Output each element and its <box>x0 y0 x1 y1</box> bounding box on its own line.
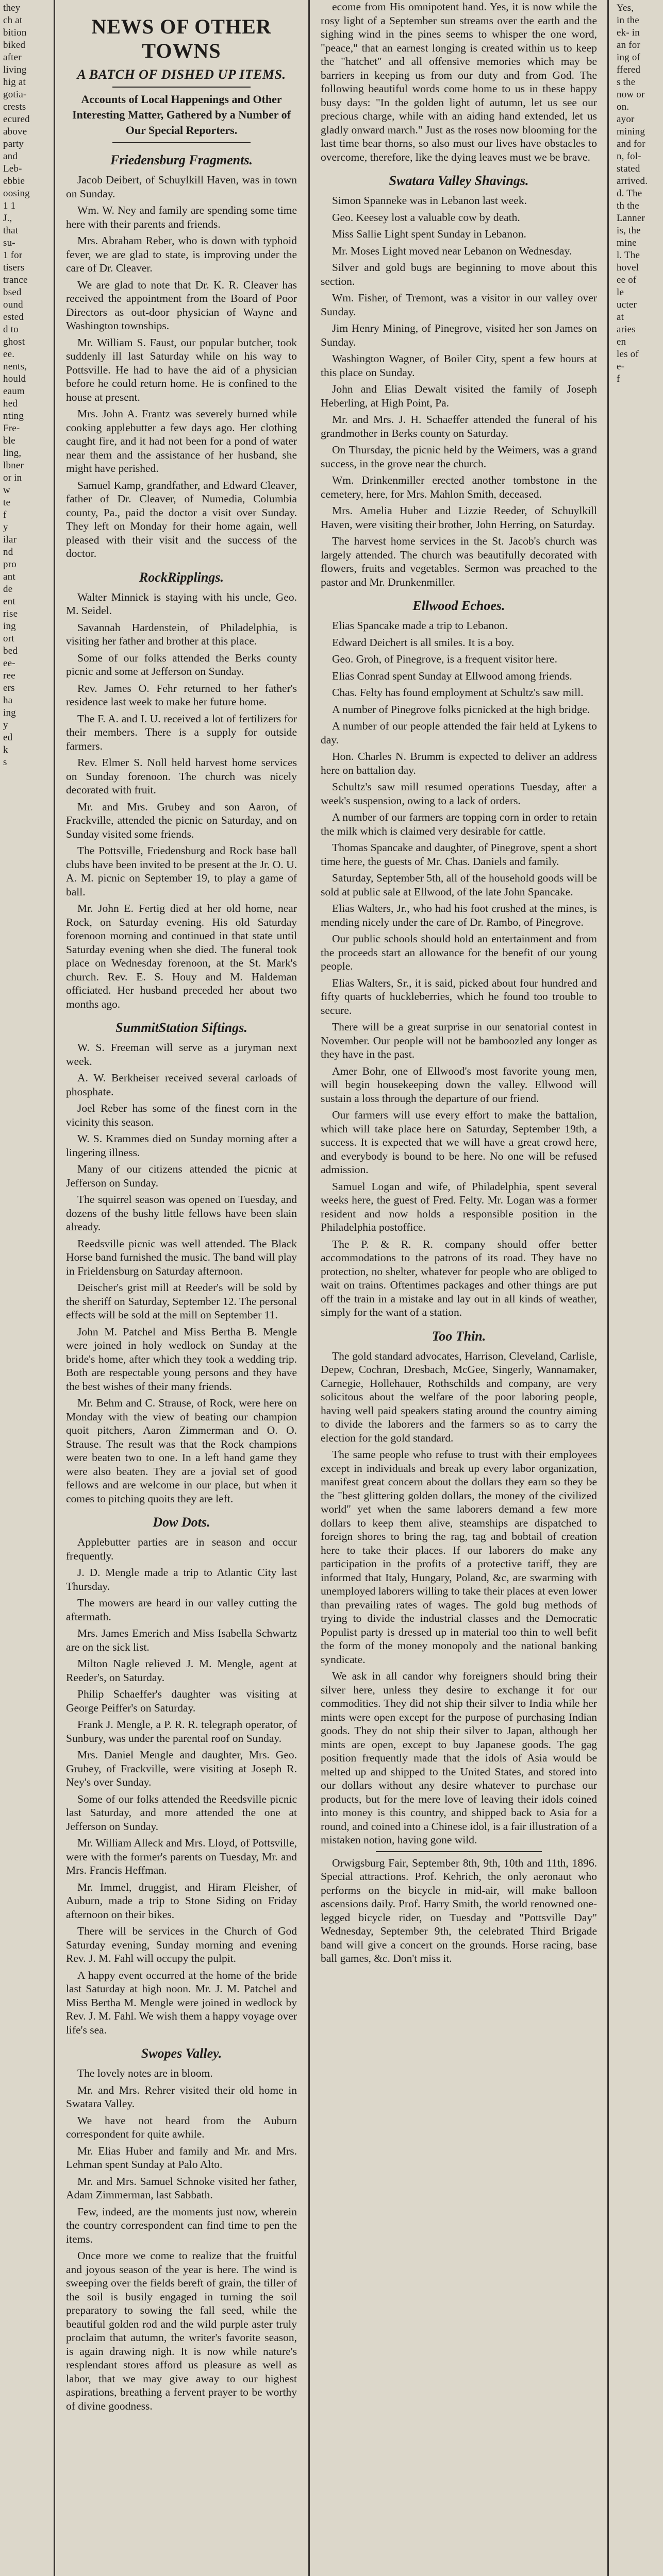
edge-text-fragment: 1 for <box>3 250 23 261</box>
edge-text-fragment: hed <box>3 398 18 409</box>
column-b-sections <box>321 173 597 1965</box>
news-item: Geo. Keesey lost a valuable cow by death. <box>332 211 520 224</box>
news-item: The lovely notes are in bloom. <box>77 2067 213 2079</box>
news-item: A number of Pinegrove folks picnicked at the high bridge. <box>332 703 590 716</box>
news-item: A. W. Berkheiser received several carloads of phosphate. <box>66 1072 297 1098</box>
divider <box>112 87 251 88</box>
news-item: We ask in all candor why foreigners should bring their silver here, unless they desire to exchange it for our commodities. They did not ship their silver to India while her mints were open except for the purpose of purchasing Indian goods. They do not ship their silver to Japan, although her mints are open, except to buy Japanese goods. The gag position frequently made that the idols of Asia would be melted up and shipped to the United States, and stored into our dollars without any desire whatever to purchase our products, but for the mere love of leaving their idols coined into money is this country, and shipped back to Asia for a round, and coined into a Chinese idol, is a fair illustration of a mistaken notion, having gone wild. <box>321 1670 597 1846</box>
news-item: A number of our people attended the fair held at Lykens to day. <box>321 720 597 746</box>
edge-text-fragment: de <box>3 584 13 595</box>
edge-text-fragment: k <box>3 744 8 755</box>
news-item: John M. Patchel and Miss Bertha B. Mengle were joined in holy wedlock on Sunday at the bride's home, after which they took a wedding trip. Both are respectable young persons and they have the best wishes of their many friends. <box>66 1325 297 1393</box>
edge-text-fragment: nting <box>3 411 24 421</box>
edge-text-fragment: hovel <box>617 262 639 273</box>
edge-text-fragment: ayor <box>617 114 635 125</box>
news-item: Samuel Logan and wife, of Philadelphia, spent several weeks here, the guest of Fred. Felty. Mr. Logan was a former resident and now holds a responsible position in the Philadelphia postoffice. <box>321 1180 597 1233</box>
news-item: Rev. James O. Fehr returned to her father's residence last week to make her future home. <box>66 682 297 708</box>
news-item: Some of our folks attended the Reedsville picnic last Saturday, and more attended the one at Jefferson on Sunday. <box>66 1792 297 1833</box>
article-deck: Accounts of Local Happenings and Other Interesting Matter, Gathered by a Number of Our Special Reporters. <box>72 93 291 137</box>
news-item: There will be a great surprise in our senatorial contest in November. Our people will not be bamboozled any longer as they have in the past. <box>321 1021 597 1060</box>
edge-text-fragment: ee of <box>617 275 637 285</box>
edge-text-fragment: ing <box>3 707 16 718</box>
edge-text-fragment: ing <box>3 621 16 632</box>
news-item: Deischer's grist mill at Reeder's will be sold by the sheriff on Saturday, September 12. The personal effects will be sold at the mill on September 11. <box>66 1281 297 1321</box>
edge-text-fragment: aries <box>617 324 636 335</box>
news-item: Mrs. Abraham Reber, who is down with typhoid fever, we are glad to state, is improving under the care of Dr. Cleaver. <box>66 234 297 274</box>
news-item: Simon Spanneke was in Lebanon last week. <box>332 194 527 207</box>
continued-paragraph: ecome from His omnipotent hand. Yes, it is now while the rosy light of a September sun streams over the earth and the sighing wind in the pines seems to whisper the one word, "peace," that an earnest longing is created within us to keep the "hatchet" and all offensive memories which may be barriers in keeping us from our duty and from God. The following beautiful words come home to us in these happy busy days: "In the golden light of autumn, let us see our precious charge, while with an aiding hand extended, let us gladly onward march." Just as the roses now blooming for the last time bear thorns, so also must our lives have obstacles to overcome, therefore, like the dying leaves must we be brave. <box>321 1 597 163</box>
news-item: The same people who refuse to trust with their employees except in individuals and break up every labor organization, manifest great concern about the dollars they earn so they be the "best glittering golden dollars, the money of the civilized world" yet when the same laborers demand a few more dollars to keep them alive, steamships are dispatched to foreign shores to bring the rag, tag and bobtail of creation here to take their places. If our laborers do make any participation in the profits of a protective tariff, they are informed that Italy, Hungary, Poland, &c, are swarming with unemployed laborers willing to take their places at even lower than prevailing rates of wages. The gold bug methods of trying to divide the industrial classes and the Democratic Populist party is dressed up in material too thin to well befit the form of the money monopoly and the national banking syndicate. <box>321 1448 597 1666</box>
edge-text-fragment: y <box>3 522 8 533</box>
edge-text-fragment: ffered <box>617 64 641 75</box>
edge-text-fragment: ee- <box>3 658 15 669</box>
edge-text-fragment: ested <box>3 312 24 323</box>
edge-text-fragment: at <box>617 312 624 323</box>
edge-text-fragment: ble <box>3 435 15 446</box>
news-item: Savannah Hardenstein, of Philadelphia, is visiting her father and brother at this place. <box>66 621 297 647</box>
right-edge-column <box>614 0 663 2576</box>
edge-text-fragment: d. The <box>617 188 642 199</box>
edge-text-fragment: J., <box>3 213 12 224</box>
news-item: Frank J. Mengle, a P. R. R. telegraph operator, of Sunbury, was under the parental roof on Sunday. <box>66 1718 297 1744</box>
news-item: Elias Spancake made a trip to Lebanon. <box>332 619 508 632</box>
article-subtitle: A BATCH OF DISHED UP ITEMS. <box>77 67 286 82</box>
news-item: Jim Henry Mining, of Pinegrove, visited her son James on Sunday. <box>321 322 597 348</box>
news-item: Many of our citizens attended the picnic at Jefferson on Sunday. <box>66 1163 297 1189</box>
news-item: Mrs. James Emerich and Miss Isabella Schwartz are on the sick list. <box>66 1627 297 1653</box>
edge-text-fragment: ed <box>3 732 13 743</box>
edge-text-fragment: party <box>3 139 24 149</box>
news-item: Washington Wagner, of Boiler City, spent a few hours at this place on Sunday. <box>321 352 597 379</box>
edge-text-fragment: bed <box>3 646 18 656</box>
news-item: There will be services in the Church of God Saturday evening, Sunday morning and evening Rev. J. M. Fahl will occupy the pulpit. <box>66 1925 297 1964</box>
news-item: W. S. Krammes died on Sunday morning after a lingering illness. <box>66 1132 297 1159</box>
edge-text-fragment: s the <box>617 77 636 88</box>
edge-text-fragment: bsed <box>3 287 22 298</box>
edge-text-fragment: 1 1 <box>3 200 16 211</box>
news-item: The harvest home services in the St. Jacob's church was largely attended. The church was beautifully decorated with flowers, fruits and vegetables. Sermon was preached to the pastor and Mr. Drunkenmiller. <box>321 535 597 588</box>
news-item: Mr. Moses Light moved near Lebanon on Wednesday. <box>332 244 572 257</box>
news-item: The squirrel season was opened on Tuesday, and dozens of the bushy little fellows have been slain already. <box>66 1193 297 1233</box>
news-of-other-towns-column <box>61 0 302 2576</box>
news-item: Silver and gold bugs are beginning to move about this section. <box>321 261 597 287</box>
column-a-sections <box>66 152 297 2413</box>
section-heading: Dow Dots. <box>153 1515 210 1530</box>
section-heading: Friedensburg Fragments. <box>110 152 253 167</box>
edge-text-fragment: ee. <box>3 349 15 360</box>
edge-text-fragment: ecured <box>3 114 30 125</box>
news-item: A happy event occurred at the home of the bride last Saturday at high noon. Mr. J. M. Patchel and Miss Bertha M. Mengle were joined in wedlock by Rev. J. M. Fahl. We wish them a happy voyage over life's sea. <box>66 1969 297 2036</box>
edge-text-fragment: crests <box>3 101 26 112</box>
edge-text-fragment: stated <box>617 163 640 174</box>
edge-text-fragment: hould <box>3 374 26 384</box>
news-item: Our farmers will use every effort to make the battalion, which will take place here on Saturday, September 19th, a success. It is expected that we will have a great crowd here, and everybody is bound to be here. No one will be refused admission. <box>321 1109 597 1176</box>
edge-text-fragment: su- <box>3 238 15 248</box>
news-item: Milton Nagle relieved J. M. Mengle, agent at Reeder's, on Saturday. <box>66 1657 297 1684</box>
news-item: Jacob Deibert, of Schuylkill Haven, was in town on Sunday. <box>66 174 297 200</box>
section-heading: Swatara Valley Shavings. <box>389 173 529 188</box>
edge-text-fragment: bition <box>3 27 27 38</box>
news-item: Mr. and Mrs. Rehrer visited their old home in Swatara Valley. <box>66 2083 297 2110</box>
edge-text-fragment: te <box>3 497 11 508</box>
news-item: A number of our farmers are topping corn in order to retain the milk which is claimed very desirable for cattle. <box>321 811 597 837</box>
news-item: Philip Schaeffer's daughter was visiting at George Peiffer's on Saturday. <box>66 1688 297 1714</box>
edge-text-fragment: oosing <box>3 188 30 199</box>
news-item: Wm. W. Ney and family are spending some time here with their parents and friends. <box>66 204 297 230</box>
news-item: Mr. John E. Fertig died at her old home, near Rock, on Saturday evening. His old Saturday forenoon morning and continued in that state until Saturday evening when she died. The funeral took place on Wednesday forenoon, at the St. Mark's church. Rev. E. S. Houy and M. Haldeman officiated. Her husband preceded her about two months ago. <box>66 902 297 1010</box>
column-rule <box>308 0 310 2576</box>
edge-text-fragment: ing of <box>617 52 641 63</box>
edge-text-fragment: and <box>3 151 18 162</box>
edge-text-fragment: nd <box>3 547 13 557</box>
news-item: Wm. Drinkenmiller erected another tombstone in the cemetery, here, for Mrs. Mahlon Smith, deceased. <box>321 474 597 500</box>
edge-text-fragment: above <box>3 126 27 137</box>
news-item: J. D. Mengle made a trip to Atlantic City last Thursday. <box>66 1566 297 1592</box>
news-item: The P. & R. R. company should offer better accommodations to the patrons of its road. They have no protection, no shelter, whatever for people who are obliged to wait on trains. Oftentimes packages and other things are put off the train in a mistake and lay out in all kinds of weather, simply for the want of a station. <box>321 1238 597 1318</box>
news-item: The mowers are heard in our valley cutting the aftermath. <box>66 1597 297 1623</box>
news-item: W. S. Freeman will serve as a juryman next week. <box>66 1041 297 1067</box>
edge-text-fragment: an for <box>617 40 641 50</box>
edge-text-fragment: rise <box>3 608 18 619</box>
news-item: Mr. Immel, druggist, and Hiram Fleisher, of Auburn, made a trip to Stone Siding on Friday afternoon on their bikes. <box>66 1880 297 1921</box>
edge-text-fragment: ilar <box>3 534 17 545</box>
edge-text-fragment: n, fol- <box>617 151 641 162</box>
edge-text-fragment: trance <box>3 275 28 285</box>
news-item: Wm. Fisher, of Tremont, was a visitor in our valley over Sunday. <box>321 292 597 318</box>
news-item: Mr. Behm and C. Strause, of Rock, were here on Monday with the view of beating our champion quoit pitchers, Aaron Zimmerman and O. O. Strause. The result was that the Rock champions were beaten two to one. In a left hand game they were also beaten. They are a jovial set of good fellows and are welcome in our place, but when it comes to pitching quoits they are left. <box>66 1397 297 1505</box>
article-title: NEWS OF OTHER TOWNS <box>91 15 272 62</box>
edge-text-fragment: after <box>3 52 22 63</box>
edge-text-fragment: hig at <box>3 77 26 88</box>
news-item: Mr. William S. Faust, our popular butcher, took suddenly ill last Saturday while on his way to Pottsville. He had to have the aid of a physician before he could return home. He is confined to the house at present. <box>66 336 297 403</box>
edge-text-fragment: ling, <box>3 448 22 459</box>
edge-text-fragment: s <box>3 757 7 768</box>
edge-text-fragment: now or <box>617 89 645 100</box>
left-edge-column <box>0 0 52 2576</box>
edge-text-fragment: en <box>617 336 626 347</box>
edge-text-fragment: mining <box>617 126 645 137</box>
edge-text-fragment: eaum <box>3 386 25 397</box>
edge-text-fragment: they <box>3 3 21 13</box>
news-item: Applebutter parties are in season and occur frequently. <box>66 1536 297 1562</box>
edge-text-fragment: Leb- <box>3 163 22 174</box>
edge-text-fragment: ound <box>3 299 23 310</box>
edge-text-fragment: pro <box>3 559 16 570</box>
edge-text-fragment: and for <box>617 139 645 149</box>
edge-text-fragment: ant <box>3 571 15 582</box>
edge-text-fragment: ent <box>3 596 15 607</box>
news-item: Mr. Elias Huber and family and Mr. and Mrs. Lehman spent Sunday at Palo Alto. <box>66 2144 297 2171</box>
section-heading: Swopes Valley. <box>141 2046 222 2061</box>
edge-text-fragment: d to <box>3 324 19 335</box>
news-item: On Thursday, the picnic held by the Weimers, was a grand success, in the grove near the church. <box>321 444 597 470</box>
edge-text-fragment: ort <box>3 633 14 644</box>
news-item: Mrs. John A. Frantz was severely burned while cooking applebutter a few days ago. Her clothing caught fire, and it had not been for a pond of water near them and the assistance of her husband, she might have perished. <box>66 408 297 474</box>
news-item: Mrs. Amelia Huber and Lizzie Reeder, of Schuylkill Haven, were visiting their brother, John Herring, on Saturday. <box>321 504 597 531</box>
edge-text-fragment: y <box>3 720 8 731</box>
edge-text-fragment: ek- in <box>617 27 640 38</box>
edge-text-fragment: Lanner <box>617 213 645 224</box>
edge-text-fragment: nents, <box>3 361 27 372</box>
news-item: Elias Walters, Jr., who had his foot crushed at the mines, is mending nicely under the care of Dr. Rambo, of Pinegrove. <box>321 902 597 928</box>
edge-text-fragment: or in <box>3 472 22 483</box>
news-item: Some of our folks attended the Berks county picnic and some at Jefferson on Sunday. <box>66 651 297 677</box>
edge-text-fragment: w <box>3 485 10 496</box>
news-item: Schultz's saw mill resumed operations Tuesday, after a week's suspension, owing to a lack of orders. <box>321 781 597 807</box>
edge-text-fragment: lbner <box>3 460 24 471</box>
edge-text-fragment: gotia- <box>3 89 27 100</box>
news-item: Saturday, September 5th, all of the household goods will be sold at public sale at Ellwood, of the late John Spancake. <box>321 872 597 898</box>
news-item: The Pottsville, Friedensburg and Rock base ball clubs have been invited to be present at the Jr. O. U. A. M. picnic on September 19, to play a game of ball. <box>66 844 297 898</box>
edge-text-fragment: ha <box>3 695 13 706</box>
edge-text-fragment: ebbie <box>3 176 25 187</box>
edge-text-fragment: is, the <box>617 225 641 236</box>
news-item: Once more we come to realize that the fruitful and joyous season of the year is here. The wind is sweeping over the fields bereft of grain, the tiller of the soil is busily engaged in turning the soil preparatory to sowing the fall seed, while the beautiful golden rod and the wild purple aster truly proclaim that autumn, the writer's favorite season, is again drawing nigh. It is now while nature's resplendant stores afford us pleasure as well as labor, that we may give away to our highest aspirations, breathing a fervent prayer to be worthy of divine goodness. <box>66 2249 297 2412</box>
edge-text-fragment: th the <box>617 200 639 211</box>
news-item: Joel Reber has some of the finest corn in the vicinity this season. <box>66 1102 297 1128</box>
edge-text-fragment: les of <box>617 349 639 360</box>
edge-text-fragment: l. The <box>617 250 640 261</box>
news-item: Mrs. Daniel Mengle and daughter, Mrs. Geo. Grubey, of Frackville, were visiting at Joseph R. Ney's over Sunday. <box>66 1749 297 1788</box>
news-item: Elias Conrad spent Sunday at Ellwood among friends. <box>332 669 572 682</box>
news-item: The gold standard advocates, Harrison, Cleveland, Carlisle, Depew, Cochran, Dresbach, McGee, Singerly, Wannamaker, Carnegie, Hollehauer, Rothschilds and company, are very solicitous about the welfare of the poor laboring people, having well paid speakers stating around the country aiming to divide the laborers and the farmers so as to carry the election for the gold standard. <box>321 1349 597 1444</box>
edge-text-fragment: ers <box>3 683 15 693</box>
news-item: Mr. and Mrs. Grubey and son Aaron, of Frackville, attended the picnic on Saturday, and on Sunday visited some friends. <box>66 800 297 840</box>
divider <box>376 1851 542 1852</box>
news-item: Reedsville picnic was well attended. The Black Horse band furnished the music. The band will play in Frieldensburg on Saturday afternoon. <box>66 1237 297 1277</box>
edge-text-fragment: ch at <box>3 15 23 26</box>
news-item: Mr. William Alleck and Mrs. Lloyd, of Pottsville, were with the former's parents on Tuesday, Mr. and Mrs. Francis Heffman. <box>66 1837 297 1876</box>
edge-text-fragment: f <box>3 510 7 520</box>
news-item: Mr. and Mrs. Samuel Schnoke visited her father, Adam Zimmerman, last Sabbath. <box>66 2175 297 2201</box>
section-heading: RockRipplings. <box>139 569 224 585</box>
edge-text-fragment: tisers <box>3 262 25 273</box>
edge-text-fragment: e- <box>617 361 625 372</box>
edge-text-fragment: in the <box>617 15 639 26</box>
news-item: The F. A. and I. U. received a lot of fertilizers for their members. There is a supply for outside farmers. <box>66 712 297 752</box>
news-item: Miss Sallie Light spent Sunday in Lebanon. <box>332 228 526 240</box>
continued-news-column <box>316 0 602 2576</box>
news-item: Samuel Kamp, grandfather, and Edward Cleaver, father of Dr. Cleaver, of Numedia, Columbia county, Pa., paid the doctor a visit over Sunday. They left on Monday for their home again, well pleased with their visit and the success of the doctor. <box>66 479 297 560</box>
news-item: Amer Bohr, one of Ellwood's most favorite young men, will begin housekeeping down the valley. Ellwood will sustain a loss through the departure of our friend. <box>321 1064 597 1105</box>
column-rule <box>607 0 609 2576</box>
section-heading: SummitStation Siftings. <box>115 1020 247 1035</box>
edge-text-fragment: Fre- <box>3 423 20 434</box>
news-item: Orwigsburg Fair, September 8th, 9th, 10th and 11th, 1896. Special attractions. Prof. Kehrich, the only aeronaut who performs on the bicycle in mid-air, will make balloon ascensions daily. Prof. Harry Smith, the world renowned one-legged bicycle rider, on Tuesday and "Pottsville Day" Wednesday, September 9th, the celebrated Third Brigade band will give a concert on the grounds. Horse racing, base ball games, &c. Don't miss it. <box>321 1856 597 1964</box>
news-item: Few, indeed, are the moments just now, wherein the country correspondent can find time to pen the items. <box>66 2205 297 2245</box>
edge-text-fragment: biked <box>3 40 26 50</box>
news-item: Our public schools should hold an entertainment and from the proceeds start an allowance for the benefit of our young people. <box>321 933 597 972</box>
news-item: Edward Deichert is all smiles. It is a boy. <box>332 636 515 649</box>
news-item: We are glad to note that Dr. K. R. Cleaver has received the appointment from the Board of Poor Directors as out-door physician of Wayne and Washington townships. <box>66 278 297 332</box>
news-item: We have not heard from the Auburn correspondent for quite awhile. <box>66 2114 297 2140</box>
edge-text-fragment: living <box>3 64 27 75</box>
edge-text-fragment: f <box>617 374 620 384</box>
section-heading: Ellwood Echoes. <box>412 598 505 613</box>
section-heading: Too Thin. <box>432 1328 486 1344</box>
news-item: Rev. Elmer S. Noll held harvest home services on Sunday forenoon. The church was nicely decorated with fruit. <box>66 756 297 796</box>
news-item: Geo. Groh, of Pinegrove, is a frequent visitor here. <box>332 653 558 665</box>
edge-text-fragment: on. <box>617 101 629 112</box>
edge-text-fragment: mine <box>617 238 637 248</box>
news-item: Walter Minnick is staying with his uncle, Geo. M. Seidel. <box>66 590 297 617</box>
news-item: Chas. Felty has found employment at Schultz's saw mill. <box>332 686 584 699</box>
divider <box>112 142 251 143</box>
edge-text-fragment: le <box>617 287 624 298</box>
edge-text-fragment: ucter <box>617 299 637 310</box>
news-item: Elias Walters, Sr., it is said, picked about four hundred and fifty quarts of huckleberries, which he found too trouble to secure. <box>321 976 597 1016</box>
edge-text-fragment: Yes, <box>617 3 634 13</box>
news-item: Hon. Charles N. Brumm is expected to deliver an address here on battalion day. <box>321 750 597 776</box>
column-rule <box>54 0 55 2576</box>
edge-text-fragment: arrived. <box>617 176 648 187</box>
edge-text-fragment: ghost <box>3 336 25 347</box>
edge-text-fragment: that <box>3 225 19 236</box>
news-item: John and Elias Dewalt visited the family of Joseph Heberling, at High Point, Pa. <box>321 383 597 409</box>
news-item: Mr. and Mrs. J. H. Schaeffer attended the funeral of his grandmother in Berks county on Saturday. <box>321 413 597 439</box>
news-item: Thomas Spancake and daughter, of Pinegrove, spent a short time here, the guests of Mr. Chas. Daniels and family. <box>321 841 597 868</box>
edge-text-fragment: ree <box>3 670 15 681</box>
